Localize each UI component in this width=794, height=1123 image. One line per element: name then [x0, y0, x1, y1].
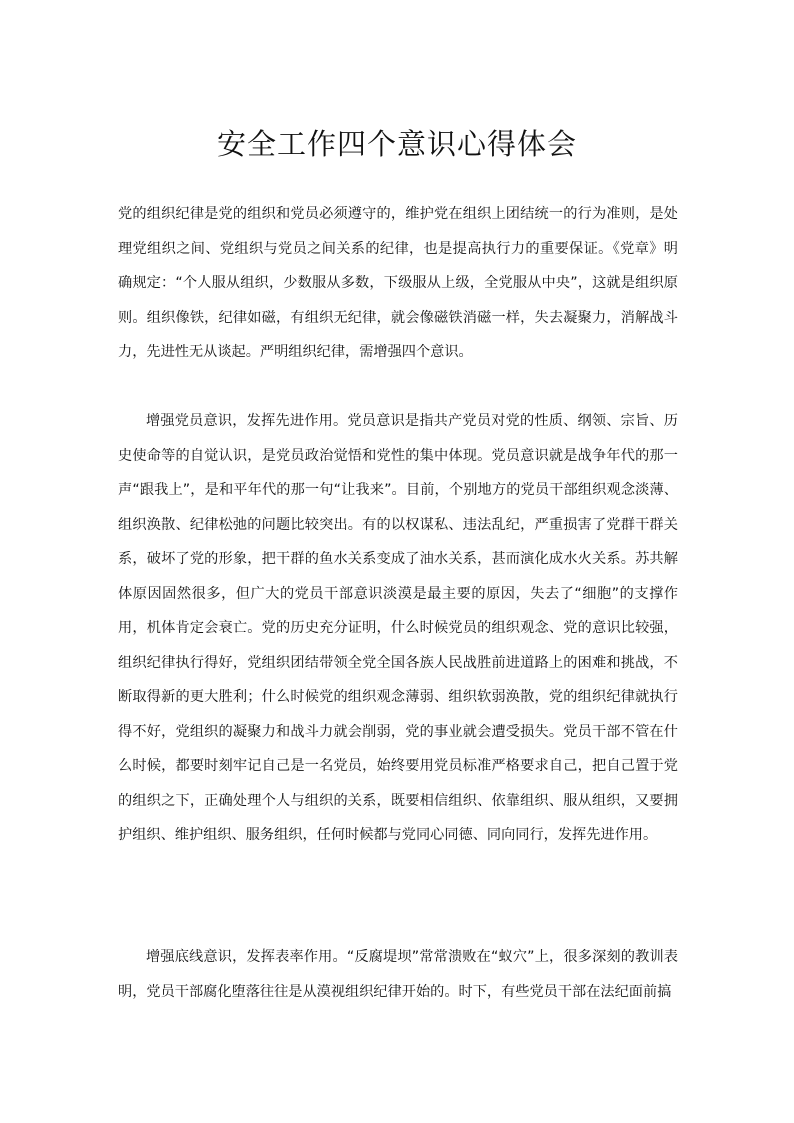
- paragraph-organization-discipline: 党的组织纪律是党的组织和党员必须遵守的，维护党在组织上团结统一的行为准则，是处理党组织之间、党组织与党员之间关系的纪律，也是提高执行力的重要保证。《党章》明确规定：“个人服从组织，少数服从多数，下级服从上级，全党服从中央”，这就是组织原则。组织像铁，纪律如磁，有组织无纪律，就会像磁铁消磁一样，失去凝聚力，消解战斗力，先进性无从谈起。严明组织纪律，需增强四个意识。: [118, 206, 678, 360]
- document-title: 安全工作四个意识心得体会: [216, 127, 577, 161]
- paragraph-bottom-line-awareness: 增强底线意识，发挥表率作用。“反腐堤坝”常常溃败在“蚁穴”上，很多深刻的教训表明，党员干部腐化堕落往往是从漠视组织纪律开始的。时下，有些党员干部在法纪面前搞: [118, 949, 678, 1000]
- paragraph-party-member-awareness: 增强党员意识，发挥先进作用。党员意识是指共产党员对党的性质、纲领、宗旨、历史使命等的自觉认识，是党员政治觉悟和党性的集中体现。党员意识就是战争年代的那一声“跟我上”，是和平年代的那一句“让我来”。目前，个别地方的党员干部组织观念淡薄、组织涣散、纪律松弛的问题比较突出。有的以权谋私、违法乱纪，严重损害了党群干群关系，破坏了党的形象，把干群的鱼水关系变成了油水关系，甚而演化成水火关系。苏共解体原因固然很多，但广大的党员干部意识淡漠是最主要的原因，失去了“细胞”的支撑作用，机体肯定会衰亡。党的历史充分证明，什么时候党员的组织观念、党的意识比较强，组织纪律执行得好，党组织团结带领全党全国各族人民战胜前进道路上的困难和挑战，不断取得新的更大胜利；什么时候党的组织观念薄弱、组织软弱涣散，党的组织纪律就执行得不好，党组织的凝聚力和战斗力就会削弱，党的事业就会遭受损失。党员干部不管在什么时候，都要时刻牢记自己是一名党员，始终要用党员标准严格要求自己，把自己置于党的组织之下，正确处理个人与组织的关系，既要相信组织、依靠组织、服从组织，又要拥护组织、维护组织、服务组织，任何时候都与党同心同德、同向同行，发挥先进作用。: [118, 413, 678, 843]
